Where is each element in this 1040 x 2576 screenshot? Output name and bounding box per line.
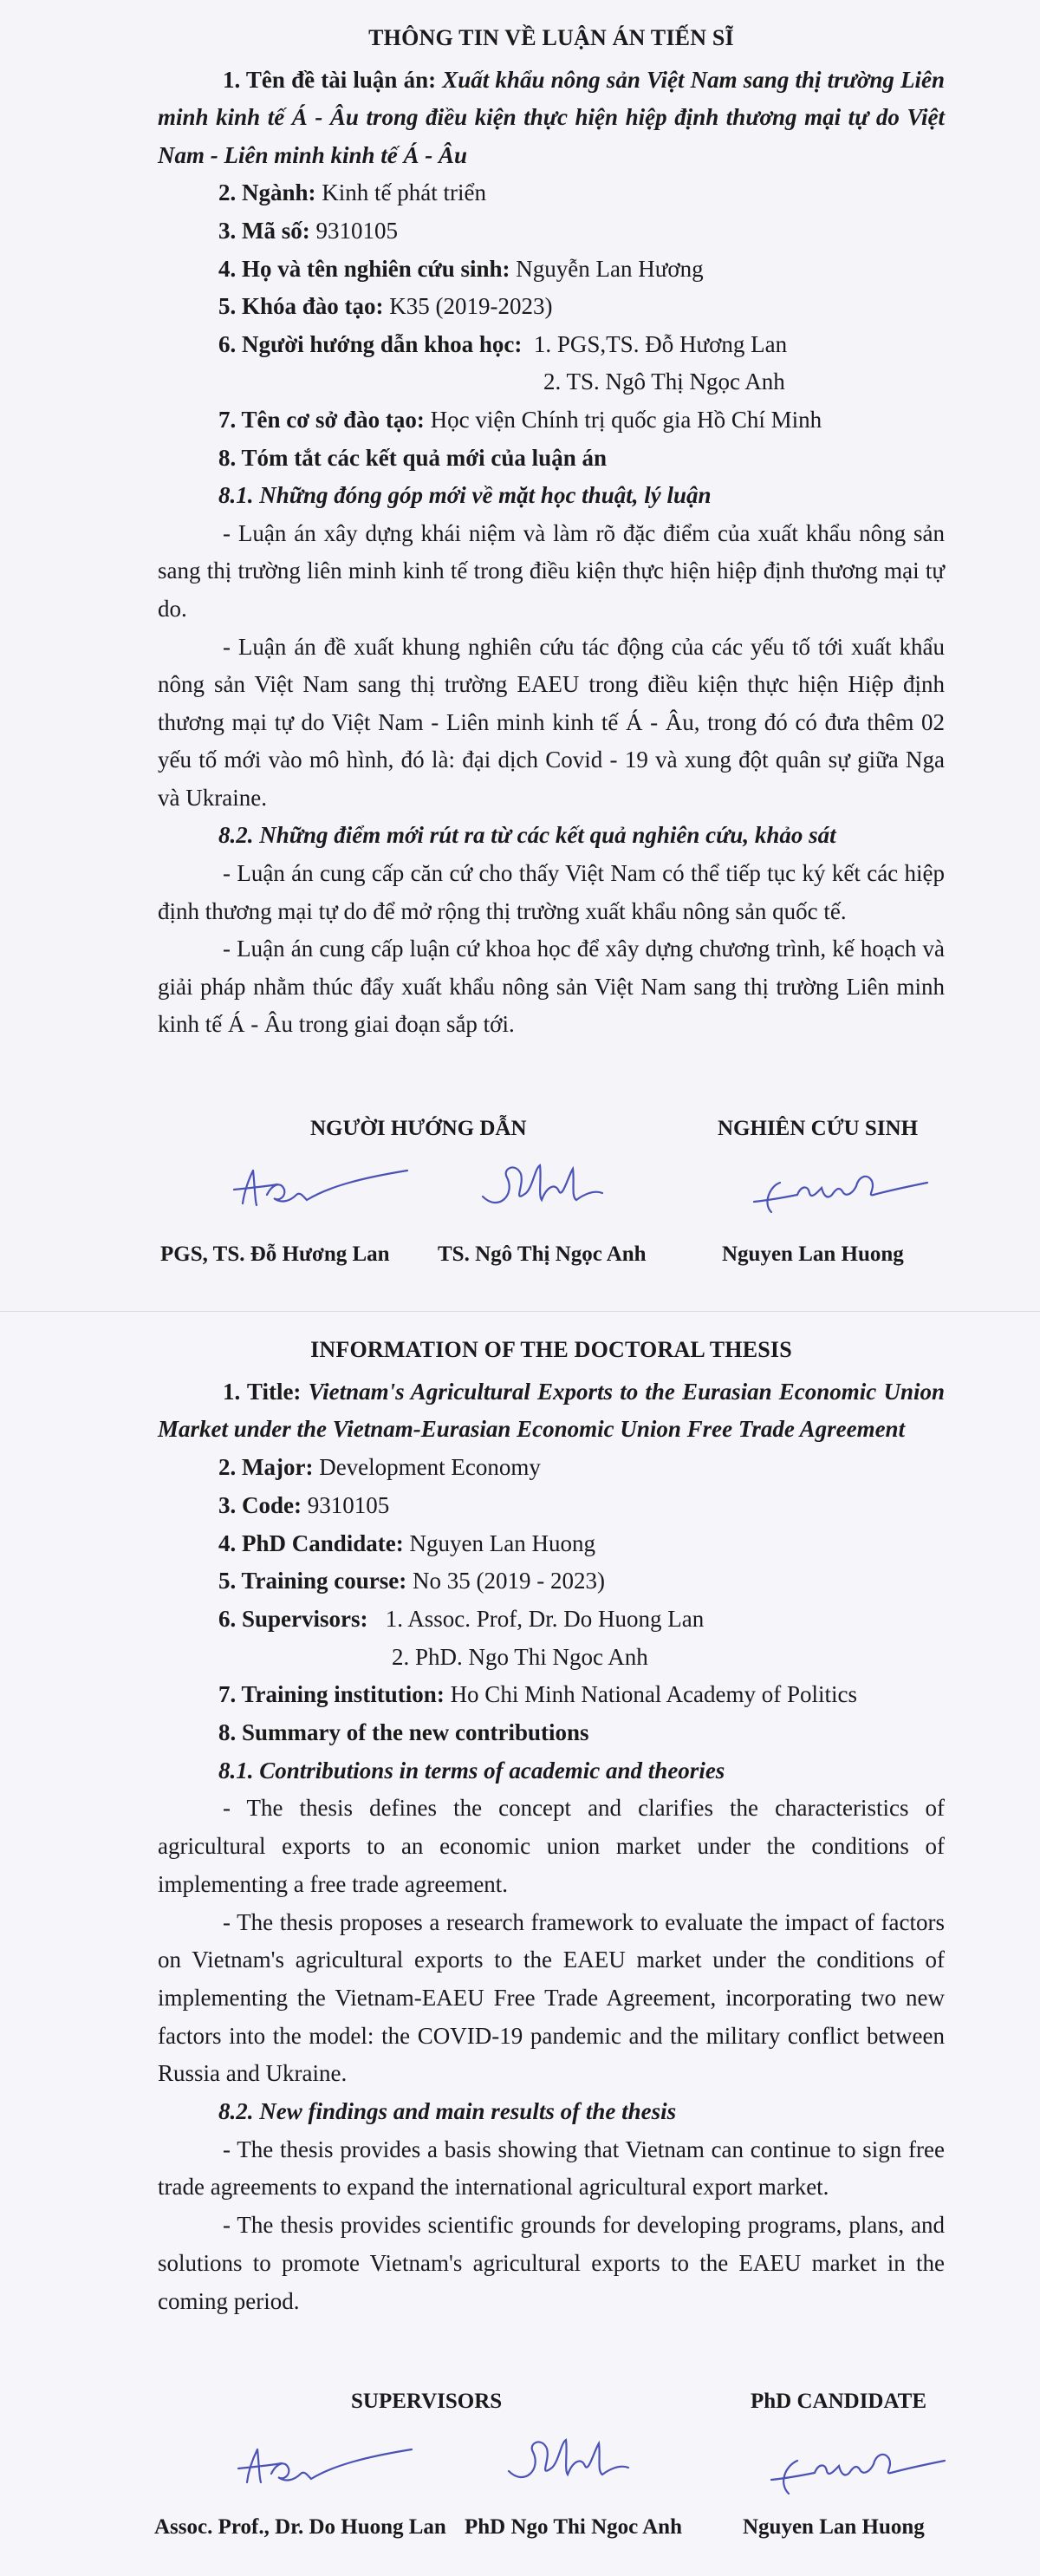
candidate-row xyxy=(158,251,945,289)
field-label: 7. Training institution: xyxy=(218,1681,445,1708)
field-label: 2. Ngành: xyxy=(218,179,316,206)
supervisor-2-name: PhD Ngo Thi Ngoc Anh xyxy=(465,2515,682,2539)
english-content xyxy=(158,1331,945,2320)
supervisor-2-name: TS. Ngô Thị Ngọc Anh xyxy=(438,1242,647,1266)
page-title: INFORMATION OF THE DOCTORAL THESIS xyxy=(310,1337,792,1362)
supervisor-1-name: PGS, TS. Đỗ Hương Lan xyxy=(160,1242,390,1266)
field-label: 4. PhD Candidate: xyxy=(218,1529,404,1556)
field-value: No 35 (2019 - 2023) xyxy=(413,1568,605,1595)
candidate-heading: NGHIÊN CỨU SINH xyxy=(718,1117,919,1140)
candidate-name: Nguyen Lan Huong xyxy=(722,1242,904,1266)
vietnamese-content xyxy=(158,19,945,1044)
summary-heading: 8. Tóm tắt các kết quả mới của luận án xyxy=(218,444,607,471)
english-info-page xyxy=(0,1312,1040,2576)
field-label: 1. Tên đề tài luận án: xyxy=(223,66,437,93)
paragraph: - The thesis proposes a research framework to evaluate the impact of factors on Vietnam's agricultural exports to the EAEU market under the conditions of implementing the Vietnam-EAEU Free Trade Agreement, incorporating two new factors into the model: the COVID-19 pandemic and the military conflict between Russia and Ukraine. xyxy=(158,1908,945,2087)
field-label: 3. Code: xyxy=(218,1491,302,1518)
institution-row xyxy=(158,401,945,440)
section-8-2-heading: 8.2. Những điểm mới rút ra từ các kết quả nghiên cứu, khảo sát xyxy=(218,822,836,849)
field-value: 2. TS. Ngô Thị Ngọc Anh xyxy=(543,368,785,395)
supervisor-2-row xyxy=(158,363,945,401)
supervisors-row xyxy=(158,326,945,364)
summary-heading: 8. Summary of the new contributions xyxy=(218,1719,589,1746)
signature-supervisor-2-icon xyxy=(472,1143,646,1229)
course-row xyxy=(158,288,945,326)
field-value: 9310105 xyxy=(307,1491,390,1518)
field-label: 6. Người hướng dẫn khoa học: xyxy=(218,330,523,357)
supervisor-1-name: Assoc. Prof., Dr. Do Huong Lan xyxy=(154,2515,446,2539)
candidate-row xyxy=(158,1525,945,1563)
major-row xyxy=(158,1449,945,1487)
field-value: Học viện Chính trị quốc gia Hồ Chí Minh xyxy=(430,406,822,433)
field-value: K35 (2019-2023) xyxy=(389,293,553,320)
thesis-title-row xyxy=(158,1373,945,1449)
section-8-1-heading: 8.1. Contributions in terms of academic and theories xyxy=(218,1757,725,1784)
field-value: 9310105 xyxy=(315,217,398,244)
institution-row xyxy=(158,1676,945,1714)
field-label: 5. Training course: xyxy=(218,1568,407,1595)
signature-candidate-icon xyxy=(763,2424,953,2511)
paragraph: - Luận án đề xuất khung nghiên cứu tác động của các yếu tố tới xuất khẩu nông sản Việt Nam sang thị trường EAEU trong điều kiện thực hiện Hiệp định thương mại tự do Việt Nam - Liên minh kinh tế Á - Âu, trong đó có đưa thêm 02 yếu tố mới vào mô hình, đó là: đại dịch Covid - 19 và xung đột quân sự giữa Nga và Ukraine. xyxy=(158,633,945,811)
field-label: 3. Mã số: xyxy=(218,217,310,244)
field-label: 4. Họ và tên nghiên cứu sinh: xyxy=(218,255,510,282)
field-value: Ho Chi Minh National Academy of Politics xyxy=(450,1681,858,1708)
field-value: 1. Assoc. Prof, Dr. Do Huong Lan xyxy=(385,1605,705,1632)
section-8-2-heading: 8.2. New findings and main results of the thesis xyxy=(218,2098,677,2125)
field-value: 1. PGS,TS. Đỗ Hương Lan xyxy=(533,330,788,357)
field-value: Nguyen Lan Huong xyxy=(409,1529,595,1556)
candidate-name: Nguyen Lan Huong xyxy=(743,2515,925,2539)
paragraph: - Luận án cung cấp căn cứ cho thấy Việt Nam có thể tiếp tục ký kết các hiệp định thương mại tự do để mở rộng thị trường xuất khẩu nông sản quốc tế. xyxy=(158,860,945,924)
paragraph: - Luận án cung cấp luận cứ khoa học để xây dựng chương trình, kế hoạch và giải pháp nhằm thúc đẩy xuất khẩu nông sản Việt Nam sang thị trường Liên minh kinh tế Á - Âu trong giai đoạn sắp tới. xyxy=(158,936,945,1038)
field-label: 2. Major: xyxy=(218,1454,314,1481)
signature-supervisor-1-icon xyxy=(221,2429,420,2498)
paragraph: - The thesis provides a basis showing that Vietnam can continue to sign free trade agreements to expand the international agricultural export market. xyxy=(158,2136,945,2201)
field-value: Nguyễn Lan Hương xyxy=(516,255,704,282)
paragraph: - The thesis defines the concept and clarifies the characteristics of agricultural exports to an economic union market under the conditions of implementing a free trade agreement. xyxy=(158,1795,945,1897)
supervisors-heading: SUPERVISORS xyxy=(351,2390,503,2413)
thesis-title-row xyxy=(158,62,945,175)
field-value: Development Economy xyxy=(319,1454,541,1481)
paragraph: - The thesis provides scientific grounds for developing programs, plans, and solutions to promote Vietnam's agricultural exports to the EAEU market in the coming period. xyxy=(158,2212,945,2314)
thesis-title: Vietnam's Agricultural Exports to the Eurasian Economic Union Market under the Vietnam-Eurasian Economic Union Free Trade Agreement xyxy=(158,1378,945,1443)
supervisors-heading: NGƯỜI HƯỚNG DẪN xyxy=(310,1117,527,1140)
course-row xyxy=(158,1562,945,1601)
thesis-title: Xuất khẩu nông sản Việt Nam sang thị trường Liên minh kinh tế Á - Âu trong điều kiện thực hiện hiệp định thương mại tự do Việt Nam - Liên minh kinh tế Á - Âu xyxy=(158,66,945,168)
major-row xyxy=(158,174,945,212)
paragraph: - Luận án xây dựng khái niệm và làm rõ đặc điểm của xuất khẩu nông sản sang thị trường liên minh kinh tế trong điều kiện thực hiện hiệp định thương mại tự do. xyxy=(158,519,945,622)
code-row xyxy=(158,1487,945,1525)
field-label: 5. Khóa đào tạo: xyxy=(218,293,384,320)
page-title: THÔNG TIN VỀ LUẬN ÁN TIẾN SĨ xyxy=(368,25,734,50)
code-row xyxy=(158,212,945,251)
field-value: 2. PhD. Ngo Thi Ngoc Anh xyxy=(392,1643,648,1670)
signature-supervisor-1-icon xyxy=(217,1151,416,1221)
field-value: Kinh tế phát triển xyxy=(322,179,486,206)
field-label: 6. Supervisors: xyxy=(218,1605,368,1632)
supervisors-row xyxy=(158,1601,945,1639)
field-label: 1. Title: xyxy=(223,1378,302,1405)
supervisor-2-row xyxy=(158,1639,945,1677)
field-label: 7. Tên cơ sở đào tạo: xyxy=(218,406,425,433)
signature-supervisor-2-icon xyxy=(498,2416,672,2502)
section-8-1-heading: 8.1. Những đóng góp mới về mặt học thuật, lý luận xyxy=(218,482,712,509)
signature-candidate-icon xyxy=(745,1151,936,1229)
candidate-heading: PhD CANDIDATE xyxy=(751,2390,927,2413)
